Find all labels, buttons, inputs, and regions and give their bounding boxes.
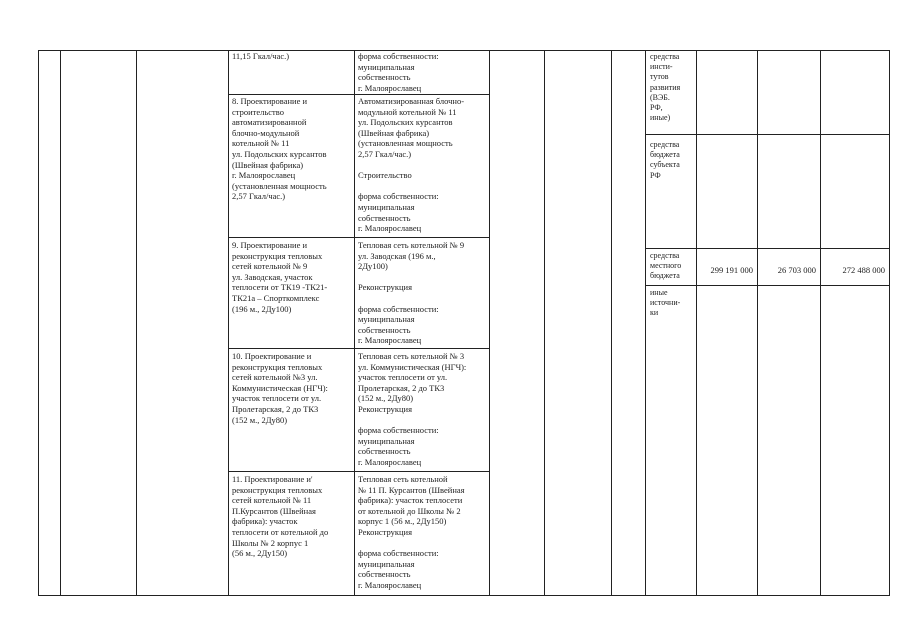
row-separator <box>228 94 490 95</box>
object-cell: Тепловая сеть котельной № 9 ул. Заводская (196 м., 2Ду100) Реконструкция форма собственности: муниципальная собственность г. Малоярославец <box>358 240 465 346</box>
col-line <box>889 50 890 596</box>
funding-separator <box>645 134 890 135</box>
col-line <box>38 50 39 596</box>
row-separator <box>228 471 490 472</box>
project-cell: 8. Проектирование и строительство автоматизированной блочно-модульной котельной № 11 ул. Подольских курсантов (Швейная фабрика) г. Малоярославец (установленная мощность 2,57 Гкал/час.) <box>232 96 327 202</box>
col-line <box>645 50 646 596</box>
funding-source: средства местного бюджета <box>650 251 682 281</box>
funding-total-amount: 299 191 000 <box>710 265 753 275</box>
funding-amount-col3: 272 488 000 <box>842 265 885 275</box>
col-line <box>354 50 355 596</box>
project-cell: 11,15 Гкал/час.) <box>232 51 290 61</box>
col-line <box>611 50 612 596</box>
col-line <box>696 50 697 596</box>
funding-source: средства бюджета субъекта РФ <box>650 140 680 180</box>
col-line <box>757 50 758 596</box>
object-cell: Тепловая сеть котельной № 3 ул. Коммунистическая (НГЧ): участок теплосети от ул. Пролетарская, 2 до ТК3 (152 м., 2Ду80) Реконструкция форма собственности: муниципальная собственность г. Малоярославец <box>358 351 467 467</box>
col-line <box>820 50 821 596</box>
col-line <box>489 50 490 596</box>
object-cell: Тепловая сеть котельной № 11 П. Курсантов (Швейная фабрика): участок теплосети от котельной до Школы № 2 корпус 1 (56 м., 2Ду150) Реконструкция форма собственности: муниципальная собственность г. Малоярославец <box>358 474 465 590</box>
row-separator <box>228 237 490 238</box>
funding-amount-col2: 26 703 000 <box>777 265 816 275</box>
col-line <box>136 50 137 596</box>
funding-source: иные источни- ки <box>650 288 681 318</box>
object-cell: форма собственности: муниципальная собственность г. Малоярославец <box>358 51 439 93</box>
object-cell: Автоматизированная блочно- модульной котельной № 11 ул. Подольских курсантов (Швейная фабрика) (установленная мощность 2,57 Гкал/час.) Строительство форма собственности: муниципальная собственность г. Малоярославец <box>358 96 465 234</box>
funding-source: средства инсти- тутов развития (ВЭБ. РФ, иные) <box>650 52 681 123</box>
project-cell: 9. Проектирование и реконструкция тепловых сетей котельной № 9 ул. Заводская, участок теплосети от ТК19 -ТК21- ТК21а – Спорткомплекс (196 м., 2Ду100) <box>232 240 328 314</box>
funding-separator <box>645 285 890 286</box>
table-bottom-border <box>38 595 890 596</box>
col-line <box>228 50 229 596</box>
funding-separator <box>645 248 890 249</box>
col-line <box>60 50 61 596</box>
row-separator <box>228 348 490 349</box>
project-cell: 10. Проектирование и реконструкция тепловых сетей котельной №3 ул. Коммунистическая (НГЧ): участок теплосети от ул. Пролетарская, 2 до ТК3 (152 м., 2Ду80) <box>232 351 328 425</box>
col-line <box>544 50 545 596</box>
project-cell: 11. Проектирование и' реконструкция тепловых сетей котельной № 11 П.Курсантов (Швейная фабрика): участок теплосети от котельной до Школы № 2 корпус 1 (56 м., 2Ду150) <box>232 474 329 559</box>
